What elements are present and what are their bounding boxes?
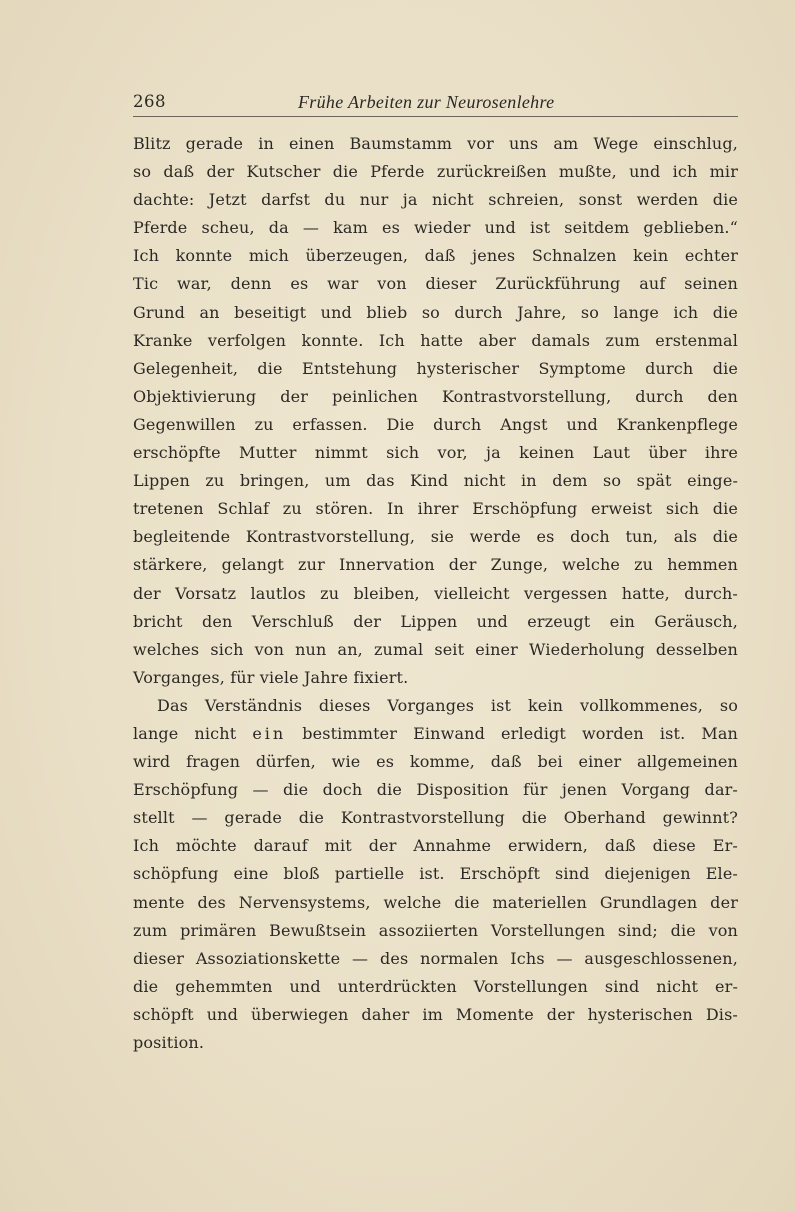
running-title: Frühe Arbeiten zur Neurosenlehre [298,92,555,112]
body-text [133,130,738,1057]
text-line: der Vorsatz lautlos zu bleiben, vielleicht vergessen hatte, durch- [133,583,738,603]
paragraph-end-line: position. [133,1033,205,1052]
text-line: Ich konnte mich überzeugen, daß jenes Schnalzen kein echter [133,246,738,266]
text-line: so daß der Kutscher die Pferde zurückreißen mußte, und ich mir [133,162,738,182]
text-line: Erschöpfung — die doch die Disposition für jenen Vorgang dar- [133,780,738,800]
text-line: wird fragen dürfen, wie es komme, daß bei einer allgemeinen [133,752,738,772]
text-line: Objektivierung der peinlichen Kontrastvorstellung, durch den [133,386,738,406]
text-line: die gehemmten und unterdrückten Vorstellungen sind nicht er- [133,976,738,996]
text-line: stärkere, gelangt zur Innervation der Zunge, welche zu hemmen [133,555,738,575]
text-line: Lippen zu bringen, um das Kind nicht in dem so spät einge- [133,471,738,491]
text-line: Blitz gerade in einen Baumstamm vor uns am Wege einschlug, [133,134,738,153]
text-line: Tic war, denn es war von dieser Zurückführung auf seinen [133,274,738,294]
text-line: dieser Assoziationskette — des normalen Ichs — ausgeschlossenen, [133,948,738,968]
text-line-with-emphasis [133,720,738,748]
text-segment: lange nicht [133,723,253,743]
page-header [133,92,738,120]
paragraph-start-line: Das Verständnis dieses Vorganges ist kein vollkommenes, so [157,695,738,715]
text-line: Gegenwillen zu erfassen. Die durch Angst und Krankenpflege [133,414,738,434]
paragraph-end-line: Vorganges, für viele Jahre fixiert. [133,667,409,687]
text-line: stellt — gerade die Kontrastvorstellung die Oberhand gewinnt? [133,808,738,828]
text-line: Pferde scheu, da — kam es wieder und ist seitdem geblieben.“ [133,218,738,238]
header-rule [133,116,738,117]
text-line: bricht den Verschluß der Lippen und erzeugt ein Geräusch, [133,611,738,631]
text-line: schöpfung eine bloß partielle ist. Erschöpft sind diejenigen Ele- [133,864,738,884]
text-line: Ich möchte darauf mit der Annahme erwidern, daß diese Er- [133,836,738,856]
text-line: begleitende Kontrastvorstellung, sie werde es doch tun, als die [133,527,738,547]
text-line: mente des Nervensystems, welche die materiellen Grundlagen der [133,892,738,912]
text-segment: bestimmter Einwand erledigt worden ist. Man [286,723,738,743]
text-line: tretenen Schlaf zu stören. In ihrer Erschöpfung erweist sich die [133,499,738,519]
text-line: Gelegenheit, die Entstehung hysterischer Symptome durch die [133,358,738,378]
text-line: erschöpfte Mutter nimmt sich vor, ja keinen Laut über ihre [133,443,738,463]
text-line: Grund an beseitigt und blieb so durch Jahre, so lange ich die [133,302,738,322]
text-line: zum primären Bewußtsein assoziierten Vorstellungen sind; die von [133,920,738,940]
text-line: dachte: Jetzt darfst du nur ja nicht schreien, sonst werden die [133,190,738,210]
page-number: 268 [133,92,166,111]
text-line: schöpft und überwiegen daher im Momente der hysterischen Dis- [133,1004,738,1024]
text-line: Kranke verfolgen konnte. Ich hatte aber damals zum erstenmal [133,330,738,350]
text-line: welches sich von nun an, zumal seit einer Wiederholung desselben [133,639,738,659]
emphasized-word: ein [252,723,287,743]
